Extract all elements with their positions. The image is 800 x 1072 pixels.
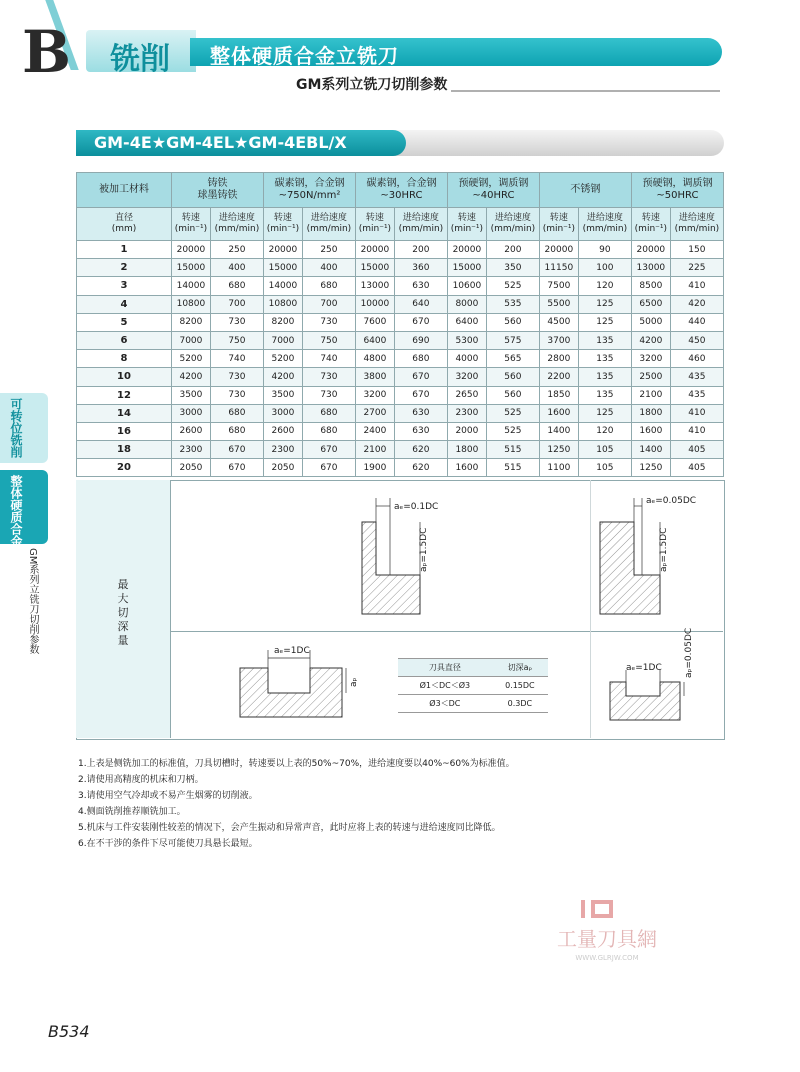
feed-cell: 105 [578, 459, 631, 477]
feed-cell: 350 [486, 259, 539, 277]
tool-table-h1: 刀具直径 [398, 659, 492, 677]
speed-cell: 7000 [172, 331, 211, 349]
speed-cell: 6500 [631, 295, 670, 313]
material-col-label: 预硬钢，调质钢 ~40HRC [458, 178, 529, 201]
feed-cell: 670 [302, 441, 355, 459]
chapter-letter: B [22, 18, 72, 86]
feed-cell: 450 [670, 331, 723, 349]
speed-cell: 20000 [263, 241, 302, 259]
feed-cell: 400 [302, 259, 355, 277]
side-subsection-label: GM系列立铣刀切削参数 [27, 548, 38, 655]
tool-diameter-table [398, 658, 548, 713]
speed-cell: 13000 [631, 259, 670, 277]
feed-cell: 575 [486, 331, 539, 349]
speed-cell: 2300 [263, 441, 302, 459]
feed-cell: 225 [670, 259, 723, 277]
section-label: 铣削 [110, 42, 170, 77]
speed-cell: 20000 [539, 241, 578, 259]
series-label: GM-4E★GM-4EL★GM-4EBL/X [94, 133, 347, 152]
speed-cell: 6400 [355, 331, 394, 349]
speed-cell: 4000 [447, 350, 486, 368]
speed-cell: 2800 [539, 350, 578, 368]
table-row [77, 422, 724, 440]
feed-cell: 680 [210, 422, 263, 440]
speed-header: 转速 (min⁻¹) [631, 208, 670, 241]
speed-cell: 7000 [263, 331, 302, 349]
feed-cell: 670 [394, 368, 447, 386]
speed-cell: 2300 [447, 404, 486, 422]
feed-cell: 700 [302, 295, 355, 313]
speed-cell: 13000 [355, 277, 394, 295]
speed-cell: 5200 [263, 350, 302, 368]
d1-ae-label: aₑ=0.1DC [394, 502, 439, 512]
speed-cell: 3200 [447, 368, 486, 386]
feed-cell: 120 [578, 422, 631, 440]
feed-cell: 105 [578, 441, 631, 459]
table-row [77, 295, 724, 313]
speed-cell: 1600 [447, 459, 486, 477]
tool-table-row [398, 677, 548, 695]
speed-cell: 3800 [355, 368, 394, 386]
speed-cell: 2100 [355, 441, 394, 459]
diameter-cell: 4 [77, 295, 172, 313]
speed-cell: 1600 [539, 404, 578, 422]
material-col [539, 173, 631, 208]
note-item: 4.侧面铣削推荐顺铣加工。 [78, 807, 186, 817]
speed-cell: 8200 [263, 313, 302, 331]
feed-cell: 100 [578, 259, 631, 277]
speed-cell: 1900 [355, 459, 394, 477]
feed-cell: 730 [210, 368, 263, 386]
speed-cell: 15000 [172, 259, 211, 277]
table-row [77, 404, 724, 422]
speed-header: 转速 (min⁻¹) [263, 208, 302, 241]
side-tab-indexable-milling-label: 可转位铣削 [9, 398, 23, 458]
table-row [77, 386, 724, 404]
cutting-parameter-table [76, 172, 724, 477]
speed-cell: 2650 [447, 386, 486, 404]
speed-cell: 5200 [172, 350, 211, 368]
diameter-cell: 8 [77, 350, 172, 368]
material-col [447, 173, 539, 208]
feed-cell: 680 [302, 404, 355, 422]
speed-cell: 2700 [355, 404, 394, 422]
diameter-cell: 2 [77, 259, 172, 277]
page-title: 整体硬质合金立铣刀 [210, 44, 399, 68]
feed-cell: 740 [210, 350, 263, 368]
speed-cell: 2050 [172, 459, 211, 477]
page-number: B534 [48, 1022, 90, 1041]
feed-cell: 680 [210, 404, 263, 422]
d3-ap-label: aₚ [349, 677, 359, 687]
feed-cell: 525 [486, 277, 539, 295]
material-header-row [77, 173, 724, 208]
feed-cell: 515 [486, 459, 539, 477]
material-col-label: 铸铁 球墨铸铁 [197, 178, 238, 201]
watermark-logo [537, 896, 677, 966]
material-col-label: 碳素钢，合金钢 ~30HRC [366, 178, 437, 201]
note-item: 5.机床与工件安装刚性较差的情况下，会产生振动和异常声音，此时应将上表的转速与进给速度同比降低。 [78, 823, 501, 833]
speed-cell: 2000 [447, 422, 486, 440]
feed-cell: 525 [486, 404, 539, 422]
table-row [77, 368, 724, 386]
feed-header: 进给速度 (mm/min) [578, 208, 631, 241]
speed-cell: 15000 [355, 259, 394, 277]
feed-cell: 670 [302, 459, 355, 477]
tool-table-row [398, 695, 548, 713]
speed-cell: 1250 [539, 441, 578, 459]
speed-header: 转速 (min⁻¹) [539, 208, 578, 241]
diagram-side-milling-1 [362, 498, 438, 614]
speed-cell: 4200 [631, 331, 670, 349]
speed-cell: 2600 [172, 422, 211, 440]
feed-cell: 150 [670, 241, 723, 259]
diagram-side-milling-2 [600, 496, 696, 614]
watermark-url: WWW.GLRJW.COM [575, 954, 639, 962]
speed-cell: 10000 [355, 295, 394, 313]
tool-table-cell: Ø1＜DC＜Ø3 [398, 677, 492, 695]
speed-cell: 3000 [263, 404, 302, 422]
feed-cell: 135 [578, 350, 631, 368]
speed-cell: 5500 [539, 295, 578, 313]
feed-cell: 360 [394, 259, 447, 277]
feed-header: 进给速度 (mm/min) [394, 208, 447, 241]
diameter-cell: 6 [77, 331, 172, 349]
feed-cell: 135 [578, 386, 631, 404]
speed-cell: 4500 [539, 313, 578, 331]
speed-cell: 5300 [447, 331, 486, 349]
feed-cell: 440 [670, 313, 723, 331]
watermark-text: 工量刀具網 [557, 927, 657, 951]
feed-cell: 125 [578, 313, 631, 331]
d4-ae-label: aₑ=1DC [626, 663, 662, 673]
speed-cell: 1400 [539, 422, 578, 440]
feed-cell: 400 [210, 259, 263, 277]
notes [78, 756, 515, 852]
speed-cell: 10800 [172, 295, 211, 313]
feed-cell: 435 [670, 386, 723, 404]
note-item: 1.上表是侧铣加工的标准值，刀具切槽时，转速要以上表的50%~70%，进给速度要以40%~60%为标准值。 [78, 759, 515, 769]
diagram-slotting-1 [240, 646, 359, 717]
diagram-slotting-2 [610, 628, 694, 720]
diameter-cell: 20 [77, 459, 172, 477]
speed-cell: 2500 [631, 368, 670, 386]
speed-cell: 2050 [263, 459, 302, 477]
note-item: 6.在不干涉的条件下尽可能使刀具悬长最短。 [78, 839, 258, 849]
speed-cell: 11150 [539, 259, 578, 277]
speed-cell: 3500 [263, 386, 302, 404]
speed-cell: 2100 [631, 386, 670, 404]
speed-cell: 15000 [263, 259, 302, 277]
feed-cell: 565 [486, 350, 539, 368]
feed-cell: 730 [210, 313, 263, 331]
diameter-cell: 3 [77, 277, 172, 295]
speed-cell: 20000 [172, 241, 211, 259]
table-row [77, 459, 724, 477]
speed-header: 转速 (min⁻¹) [172, 208, 211, 241]
feed-cell: 125 [578, 295, 631, 313]
feed-cell: 750 [210, 331, 263, 349]
side-tab-solid-carbide-label: 整体硬质合金立铣刀 [9, 475, 23, 583]
speed-cell: 1600 [631, 422, 670, 440]
diameter-cell: 18 [77, 441, 172, 459]
speed-cell: 3200 [631, 350, 670, 368]
feed-cell: 730 [302, 313, 355, 331]
feed-cell: 750 [302, 331, 355, 349]
feed-cell: 410 [670, 277, 723, 295]
speed-cell: 8200 [172, 313, 211, 331]
feed-cell: 250 [210, 241, 263, 259]
feed-cell: 135 [578, 368, 631, 386]
feed-cell: 740 [302, 350, 355, 368]
speed-header: 转速 (min⁻¹) [355, 208, 394, 241]
material-col-label: 预硬钢，调质钢 ~50HRC [642, 178, 713, 201]
speed-cell: 3700 [539, 331, 578, 349]
diameter-cell: 14 [77, 404, 172, 422]
table-row [77, 277, 724, 295]
diameter-cell: 5 [77, 313, 172, 331]
feed-cell: 420 [670, 295, 723, 313]
speed-cell: 8500 [631, 277, 670, 295]
diameter-cell: 1 [77, 241, 172, 259]
table-row [77, 441, 724, 459]
feed-cell: 200 [486, 241, 539, 259]
speed-cell: 4200 [263, 368, 302, 386]
speed-cell: 1800 [631, 404, 670, 422]
feed-header: 进给速度 (mm/min) [210, 208, 263, 241]
table-row [77, 331, 724, 349]
feed-cell: 620 [394, 441, 447, 459]
feed-cell: 405 [670, 459, 723, 477]
feed-cell: 670 [394, 313, 447, 331]
material-col [355, 173, 447, 208]
feed-cell: 730 [302, 368, 355, 386]
speed-cell: 15000 [447, 259, 486, 277]
material-header [77, 173, 172, 208]
d4-ap-label: aₚ=0.05DC [684, 627, 694, 678]
speed-cell: 20000 [631, 241, 670, 259]
note-item: 2.请使用高精度的机床和刀柄。 [78, 775, 204, 785]
material-header-label: 被加工材料 [99, 184, 149, 195]
speed-cell: 2600 [263, 422, 302, 440]
speed-cell: 1400 [631, 441, 670, 459]
feed-cell: 690 [394, 331, 447, 349]
feed-cell: 670 [210, 459, 263, 477]
feed-cell: 560 [486, 386, 539, 404]
material-col-label: 不锈钢 [570, 184, 601, 195]
feed-cell: 560 [486, 368, 539, 386]
material-col [631, 173, 723, 208]
feed-cell: 670 [210, 441, 263, 459]
feed-cell: 410 [670, 404, 723, 422]
speed-cell: 3200 [355, 386, 394, 404]
tool-table-cell: 0.3DC [492, 695, 548, 713]
d3-ae-label: aₑ=1DC [274, 646, 310, 656]
feed-cell: 515 [486, 441, 539, 459]
speed-cell: 7500 [539, 277, 578, 295]
speed-cell: 3000 [172, 404, 211, 422]
feed-cell: 535 [486, 295, 539, 313]
speed-cell: 7600 [355, 313, 394, 331]
tool-table-cell: 0.15DC [492, 677, 548, 695]
diameter-cell: 10 [77, 368, 172, 386]
feed-cell: 435 [670, 368, 723, 386]
table-row [77, 313, 724, 331]
feed-cell: 525 [486, 422, 539, 440]
d2-ap-label: aₚ=1.5DC [659, 527, 669, 572]
speed-cell: 2200 [539, 368, 578, 386]
feed-cell: 405 [670, 441, 723, 459]
speed-cell: 20000 [355, 241, 394, 259]
feed-cell: 250 [302, 241, 355, 259]
tool-table-cell: Ø3＜DC [398, 695, 492, 713]
speed-cell: 5000 [631, 313, 670, 331]
feed-header: 进给速度 (mm/min) [670, 208, 723, 241]
speed-cell: 2400 [355, 422, 394, 440]
table-body [77, 241, 724, 477]
depth-label: 最大切深量 [117, 578, 129, 647]
feed-cell: 200 [394, 241, 447, 259]
speed-cell: 2300 [172, 441, 211, 459]
speed-cell: 1250 [631, 459, 670, 477]
feed-cell: 560 [486, 313, 539, 331]
feed-cell: 630 [394, 277, 447, 295]
diameter-cell: 16 [77, 422, 172, 440]
feed-header: 进给速度 (mm/min) [302, 208, 355, 241]
feed-cell: 460 [670, 350, 723, 368]
feed-cell: 410 [670, 422, 723, 440]
feed-cell: 700 [210, 295, 263, 313]
unit-header-row [77, 208, 724, 241]
feed-cell: 640 [394, 295, 447, 313]
diameter-header: 直径 (mm) [77, 208, 172, 241]
speed-cell: 1850 [539, 386, 578, 404]
speed-cell: 3500 [172, 386, 211, 404]
feed-cell: 680 [302, 422, 355, 440]
feed-cell: 120 [578, 277, 631, 295]
speed-cell: 14000 [172, 277, 211, 295]
tool-table-h2: 切深aₚ [492, 659, 548, 677]
material-col [263, 173, 355, 208]
feed-cell: 730 [210, 386, 263, 404]
speed-cell: 4800 [355, 350, 394, 368]
feed-cell: 125 [578, 404, 631, 422]
speed-cell: 1100 [539, 459, 578, 477]
d2-ae-label: aₑ=0.05DC [646, 496, 697, 506]
table-row [77, 350, 724, 368]
speed-cell: 8000 [447, 295, 486, 313]
feed-cell: 630 [394, 404, 447, 422]
material-col-label: 碳素钢，合金钢 ~750N/mm² [274, 178, 345, 201]
table-row [77, 259, 724, 277]
feed-cell: 135 [578, 331, 631, 349]
table-row [77, 241, 724, 259]
feed-cell: 620 [394, 459, 447, 477]
feed-cell: 90 [578, 241, 631, 259]
speed-cell: 20000 [447, 241, 486, 259]
speed-cell: 4200 [172, 368, 211, 386]
feed-cell: 730 [302, 386, 355, 404]
feed-cell: 680 [210, 277, 263, 295]
speed-cell: 14000 [263, 277, 302, 295]
page-subtitle: GM系列立铣刀切削参数 [292, 74, 451, 94]
speed-cell: 10800 [263, 295, 302, 313]
speed-cell: 6400 [447, 313, 486, 331]
note-item: 3.请使用空气冷却或不易产生烟雾的切削液。 [78, 791, 258, 801]
speed-cell: 1800 [447, 441, 486, 459]
feed-cell: 670 [394, 386, 447, 404]
feed-cell: 630 [394, 422, 447, 440]
feed-header: 进给速度 (mm/min) [486, 208, 539, 241]
diameter-cell: 12 [77, 386, 172, 404]
tool-table-header [398, 659, 548, 677]
material-col [172, 173, 264, 208]
speed-cell: 10600 [447, 277, 486, 295]
feed-cell: 680 [394, 350, 447, 368]
speed-header: 转速 (min⁻¹) [447, 208, 486, 241]
d1-ap-label: aₚ=1.5DC [419, 527, 429, 572]
feed-cell: 680 [302, 277, 355, 295]
